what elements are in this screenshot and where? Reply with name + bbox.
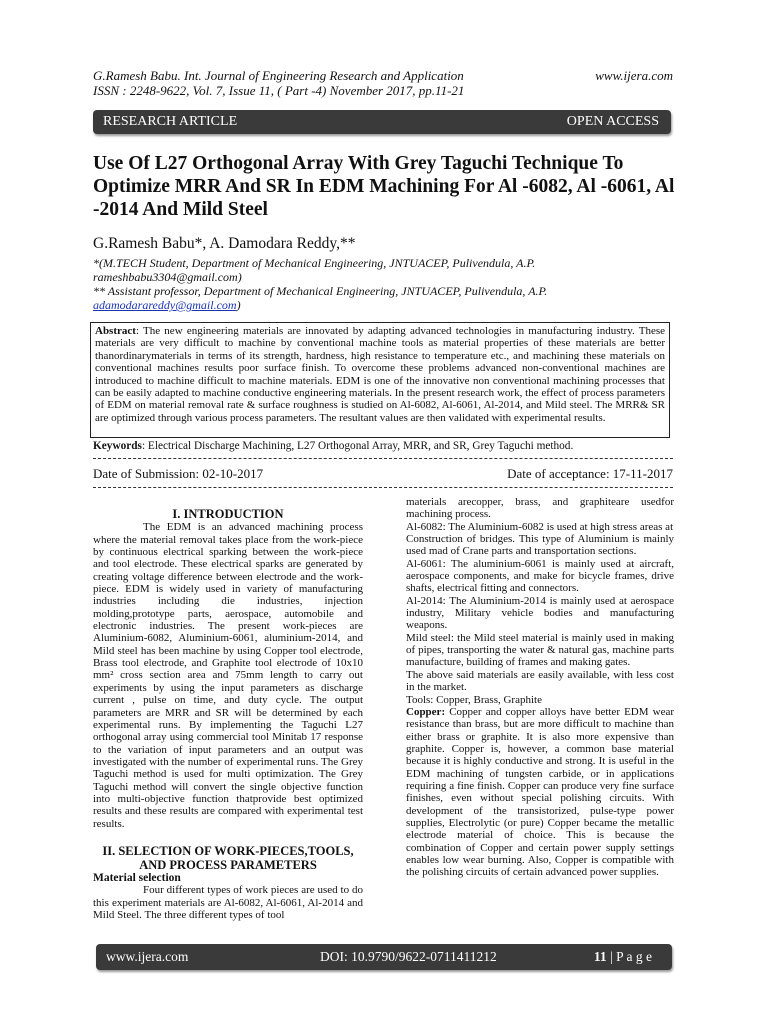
abstract-text: : The new engineering materials are innovated by adapting advanced technologies in manufacturing industry. These materials are very difficult to machine by conventional machine tools as material properties of these materials are better thanordinarymaterials in terms of its strength, hardness, high resistance to temperature etc., and machining these materials on conventional machines results poor surface finish. To overcome these problems advanced non-conventional machines are introduced to machine difficult to machine materials. EDM is one of the innovative non conventional machining processes that can be easily adapted to machine conductive engineering materials. In the present research work, the effect of process parameters of EDM on material removal rate & surface roughness is studied on Al-6082, Al-6061, Al-2014, and Mild steel. The MRR& SR are optimized through various process parameters. The resultant values are then validated with experimental results. xyxy=(95,325,665,424)
abstract-box xyxy=(90,322,670,438)
page-number: 11 xyxy=(593,949,607,964)
keywords-label: Keywords xyxy=(93,440,142,452)
header-website[interactable]: www.ijera.com xyxy=(595,68,673,83)
page-footer xyxy=(96,944,672,970)
construction-text: Construction of bridges. This type of Aluminium is mainly used mad of Crane parts and transportation sections. xyxy=(406,533,674,558)
affiliation-2-email-link[interactable]: adamodarareddy@gmail.com xyxy=(93,298,237,312)
footer-website[interactable]: www.ijera.com xyxy=(106,949,189,964)
tools-text: Tools: Copper, Brass, Graphite xyxy=(406,693,542,706)
introduction-heading: I. INTRODUCTION xyxy=(172,507,284,521)
running-header xyxy=(93,68,673,98)
authors: G.Ramesh Babu*, A. Damodara Reddy,** xyxy=(93,235,356,252)
al6082-text: Al-6082: The Aluminium-6082 is used at high stress areas at xyxy=(406,520,674,533)
page-label: | P a g e xyxy=(606,949,652,964)
dates-row xyxy=(93,466,673,482)
copper-paragraph xyxy=(406,706,674,879)
al6061-text: Al-6061: The aluminium-6061 is mainly used at aircraft, aerospace components, and make for bicycle frames, drive shafts, electrical fitting and connectors. xyxy=(406,557,674,595)
research-article-label: RESEARCH ARTICLE xyxy=(103,114,238,129)
affiliation-2-close: ) xyxy=(236,298,241,312)
footer-page xyxy=(594,949,652,965)
copper-text: Copper and copper alloys have better EDM wear resistance than brass, but are more difficult to machine than either brass or graphite. It is also more expensive than graphite. Copper is, however, a common base material because it is highly conductive and strong. It is useful in the EDM machining of tungsten carbide, or in applications requiring a fine finish. Copper can produce very fine surface finishes, even without special polishing circuits. With development of the transistorized, pulse-type power supplies, Electrolytic (or pure) Copper became the metallic electrode material of choice. This is because the combination of Copper and certain power supply settings enables low wear burning. Also, Copper is compatible with the polishing circuits of certain advanced power supplies. xyxy=(406,705,674,879)
introduction-text: The EDM is an advanced machining process where the material removal takes place from the work-piece by continuous electrical sparking between the work-piece and tool electrode. These electrical sparks are generated by creating voltage difference between electrode and the work-piece. EDM is widely used in variety of manufacturing industries including die industries, injection molding,prototype parts, aerospace, automobile and electronic industries. The present work-pieces are Aluminium-6082, Aluminium-6061, aluminium-2014, and Mild steel has been machine by using Copper tool electrode, Brass tool electrode, and Graphite tool electrode of 10x10 mm² cross section area and 75mm length to carry out experiments by using the input parameters as discharge current , pulse on time, and duty cycle. The output parameters are MRR and SR will be determined by each experimental runs. By implementing the Taguchi L27 orthogonal array using commercial tool Minitab 17 response to the variation of input parameters and an output was investigated with the number of experimental runs. The Grey Taguchi method is used for multi optimization. The Grey Taguchi method will convert the single objective function into multi-objective function thatprovide best optimized results and these results are compared with experimental test results. xyxy=(93,521,363,830)
submission-date: Date of Submission: 02-10-2017 xyxy=(93,466,264,481)
section-2-heading: II. SELECTION OF WORK-PIECES,TOOLS, AND PROCESS PARAMETERS xyxy=(102,843,354,872)
issn-line: ISSN : 2248-9622, Vol. 7, Issue 11, ( Part -4) November 2017, pp.11-21 xyxy=(93,83,465,98)
article-type-banner xyxy=(93,110,671,134)
acceptance-date: Date of acceptance: 17-11-2017 xyxy=(507,466,673,481)
al2014-text: Al-2014: The Aluminium-2014 is mainly used at aerospace industry, Military vehicle bodies and manufacturing weapons. xyxy=(406,594,674,632)
journal-name: G.Ramesh Babu. Int. Journal of Engineering Research and Application xyxy=(93,68,464,83)
material-selection-heading: Material selection xyxy=(93,871,181,884)
affiliation-1-email: rameshbabu3304@gmail.com) xyxy=(93,270,242,284)
divider-top xyxy=(93,458,673,459)
paper-title: Use Of L27 Orthogonal Array With Grey Taguchi Technique To Optimize MRR And SR In EDM Machining For Al -6082, Al -6061, Al -2014 And Mild Steel xyxy=(93,153,675,220)
keywords xyxy=(93,440,678,452)
material-selection-text: Four different types of work pieces are used to do this experiment materials are Al-6082, Al-6061, Al-2014 and Mild Steel. The three different types of tool xyxy=(93,884,363,921)
keywords-text: : Electrical Discharge Machining, L27 Orthogonal Array, MRR, and SR, Grey Taguchi method. xyxy=(141,440,574,452)
left-column xyxy=(93,508,363,921)
open-access-label: OPEN ACCESS xyxy=(566,114,659,129)
affiliation-1 xyxy=(93,256,683,284)
divider-bottom xyxy=(93,487,673,488)
copper-label: Copper: xyxy=(406,705,446,718)
right-column xyxy=(406,496,674,879)
mild-steel-text: Mild steel: the Mild steel material is mainly used in making of pipes, transporting the water & natural gas, machine parts manufacture, building of frames and making gates. xyxy=(406,631,674,669)
affiliation-1-text: *(M.TECH Student, Department of Mechanical Engineering, JNTUACEP, Pulivendula, A.P. xyxy=(93,256,536,270)
availability-text: The above said materials are easily available, with less cost in the market. xyxy=(406,668,674,694)
affiliation-2 xyxy=(93,284,683,312)
abstract-label: Abstract xyxy=(95,325,136,337)
affiliation-2-text: ** Assistant professor, Department of Mechanical Engineering, JNTUACEP, Pulivendula, A.P. xyxy=(93,284,548,298)
footer-doi: DOI: 10.9790/9622-0711411212 xyxy=(320,949,497,964)
tool-materials-text: materials arecopper, brass, and graphiteare usedfor machining process. xyxy=(406,496,674,521)
